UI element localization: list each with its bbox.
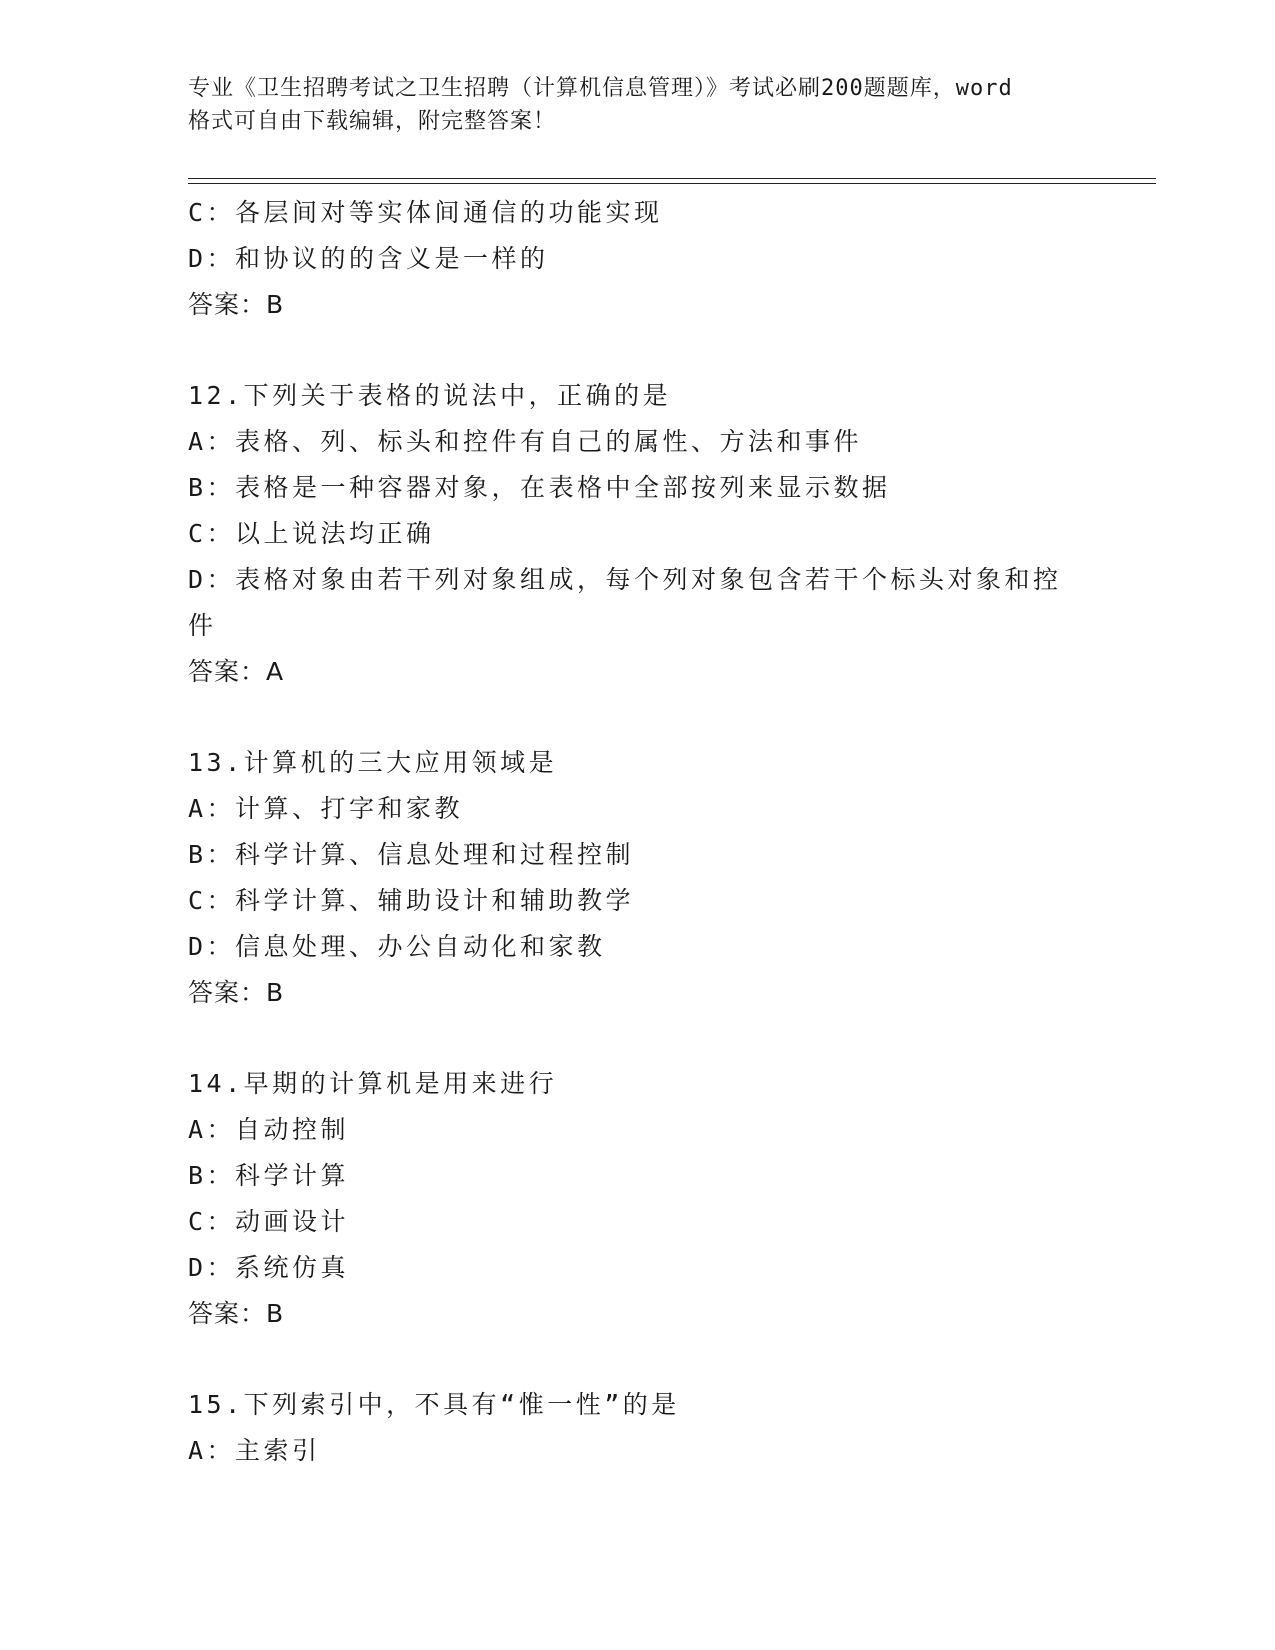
header-divider-top bbox=[188, 178, 1156, 179]
header-divider-bottom bbox=[188, 183, 1156, 184]
question-11-continued bbox=[188, 190, 1088, 328]
question-13 bbox=[188, 740, 1088, 1016]
option-d: D：和协议的的含义是一样的 bbox=[188, 244, 549, 273]
answer: 答案：B bbox=[188, 1299, 285, 1328]
question-stem: 12.下列关于表格的说法中，正确的是 bbox=[188, 381, 672, 410]
option-b: B：表格是一种容器对象，在表格中全部按列来显示数据 bbox=[188, 473, 891, 502]
question-stem: 15.下列索引中，不具有“惟一性”的是 bbox=[188, 1390, 680, 1419]
option-c: C：以上说法均正确 bbox=[188, 519, 435, 548]
option-c: C：动画设计 bbox=[188, 1207, 350, 1236]
document-header bbox=[188, 72, 1088, 138]
answer: 答案：B bbox=[188, 978, 285, 1007]
option-d: D：表格对象由若干列对象组成，每个列对象包含若干个标头对象和控件 bbox=[188, 565, 1062, 640]
option-d: D：信息处理、办公自动化和家教 bbox=[188, 932, 606, 961]
answer: 答案：B bbox=[188, 290, 285, 319]
question-stem: 13.计算机的三大应用领域是 bbox=[188, 748, 558, 777]
option-a: A：计算、打字和家教 bbox=[188, 794, 464, 823]
question-14 bbox=[188, 1061, 1088, 1337]
question-15 bbox=[188, 1382, 1088, 1474]
option-a: A：主索引 bbox=[188, 1436, 321, 1465]
option-b: B：科学计算、信息处理和过程控制 bbox=[188, 840, 635, 869]
header-title-line-1: 专业《卫生招聘考试之卫生招聘（计算机信息管理）》考试必刷200题题库，word bbox=[188, 76, 1013, 101]
option-c: C：各层间对等实体间通信的功能实现 bbox=[188, 198, 663, 227]
header-title-line-2: 格式可自由下载编辑，附完整答案！ bbox=[188, 109, 557, 134]
option-c: C：科学计算、辅助设计和辅助教学 bbox=[188, 886, 635, 915]
option-a: A：自动控制 bbox=[188, 1115, 350, 1144]
option-b: B：科学计算 bbox=[188, 1161, 350, 1190]
option-a: A：表格、列、标头和控件有自己的属性、方法和事件 bbox=[188, 427, 863, 456]
document-body bbox=[188, 190, 1088, 1474]
option-d: D：系统仿真 bbox=[188, 1253, 350, 1282]
question-12 bbox=[188, 373, 1088, 695]
answer: 答案：A bbox=[188, 657, 285, 686]
question-stem: 14.早期的计算机是用来进行 bbox=[188, 1069, 558, 1098]
